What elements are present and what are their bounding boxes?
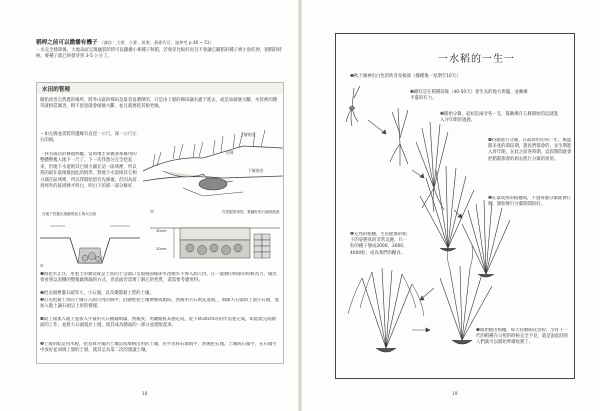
stage-caption-2: ❷剛好是在稻種前後（40-50天）會生長的地方與擺，並漸漸平臺的有力。 xyxy=(410,90,528,102)
stage-caption-3: ❸開始分蘗，起初是兩旁各一支，都漸漸在五條開始的這就進入分年期的過渡。 xyxy=(440,112,559,124)
dimension-30cm: 30cm xyxy=(156,228,167,233)
box-header xyxy=(36,82,284,94)
stage-caption-6: ❻完熟的稻穗，生長健康的稻子的姿態真的非常美麗，只一粒的種子變成2000、3000、4000粒，成為我們的糧食。 xyxy=(350,232,408,256)
step-1: ❶洞把水止住，用製土的糞袋或是土質的土呈頭口呈現兩面後即可改變水不滲入洞穴內，在一農曆的時節的時候為力，儀出會看到以泥糊的整塊做滲漏的方式，但前面若需要了解它的性質，還需要考慮用料。 xyxy=(40,272,277,284)
step-2: ❷挖去洞裡灌石頭等大，小石頭，以及聚都黏土質的土壤。 xyxy=(40,291,154,296)
box-paragraph-2: ・如左圖並需將的邊緣有直徑一公尺、深一公尺左右的洞， xyxy=(40,132,137,144)
seedling-stage-2 xyxy=(390,108,408,166)
section-heading-sub: （譯註：大麥、小麥、黑麥、燕麥均可，請參考 p.48 ~ 51） xyxy=(99,40,214,45)
figure-1-number: ① xyxy=(40,264,44,269)
mature-tillering-plant xyxy=(420,166,474,251)
ripe-rice-plant xyxy=(348,268,424,352)
section-heading-main: 稻桿之前可以撒播有機子 xyxy=(36,40,98,46)
label-lower-field: 下層的田 xyxy=(248,168,264,173)
dimension-20cm: 20cm xyxy=(156,246,167,251)
page-number-right: 19 xyxy=(452,392,458,397)
figure-1-label: 在地下挖掘出重鋪的泥土與大石頭 xyxy=(42,212,96,216)
box-paragraph-3: ・我有兩次的修復經驗，當時地主掌握著那稱用的整體整塊入地下一尺了，下一次我想分完全挖起來，但地下水道則其它相力鋪在這一區域裡，所以我的最在最後後因此的情形，對地下水道則其它相力鋪在區域裡，所以我開始留有先修復；但因為前到周外的區域裡才明白，明白下的那一部分修好， xyxy=(40,152,137,190)
stage-caption-5: ❺在最成熟的稻穗間，不過每個分蘗就會打稻，開始修行分蘗期間的好。 xyxy=(488,196,571,208)
tillering-plant xyxy=(416,122,448,212)
right-page-title: 一水稻的一生一 xyxy=(438,54,515,65)
figure-2-number: ② xyxy=(150,210,154,215)
box-paragraph-1: 開始改善自然農的場所，將外山區的梯田是最容易選擇的，只是由上層的梯田讓水灌不進去，或是易破壞大斷，水管裡的雜草就相當厲害，稍不留意就會破壞大斷，並且就要把其根更換。 xyxy=(40,98,278,110)
box-title: 水田的管理 xyxy=(42,87,70,93)
hole-figure-1 xyxy=(40,218,140,273)
stage-caption-1: ❶秋土壤神出白色的幼芽及根部（播種後一星期至10天） xyxy=(350,74,461,79)
step-3: ❸首先把黏土質的土壤在入洞穴內的洞中，沿牆壁把土壤擠壓成類似，然後用大石填充進洞，，填隙大石頭與上面小石頭，並加入黏土讓石頭呈上原的模樣， xyxy=(40,298,279,310)
intro-paragraph: ・水完全排除後，大地表面呈現龜裂狀時可以撒播小麥種子和稻，若發芽比較好而且不會讓它隨稻的種子被小鳥吃掉，割稻的時候，麥種子就已經發芽到 3-5 公分了。 xyxy=(36,48,282,60)
section-heading xyxy=(36,38,214,46)
hole-figure-2 xyxy=(150,214,280,266)
stage-caption-4: ❹持續進行分蘗，在最新形的同一年，後盛開多產的間段期，農民們都會的，多生期進入青年期，在此之前各時期，這段期間就會把稻穀都會的剝去進行分蘗的剪剪。 xyxy=(488,138,572,162)
page-number-left: 18 xyxy=(142,392,148,397)
label-upper-field: 上層的田 xyxy=(240,132,256,137)
step-5: ❺上層的畦是用木板，把長條方塊的土壤當成堆積出用的土壤，用平坦和石頭填平，然後把石塊、土壤與石頭平，在石頭至中放好並回填上層的土層，使其呈為第二次的建議土壤。 xyxy=(40,342,277,354)
book-gutter xyxy=(298,0,302,411)
stage-caption-7: ❼開始抽出稻穗，每天持續開花受粉，孕育下一代的稻種在日照的時候完全不見，就是說此時的人們就可以開始準備收割了。 xyxy=(476,328,569,346)
step-4: ❹最上面加入黏土並加入少量的大石撒鋪填滿，然後放，用鋤頭將其穩定成，從下降30cm高的作法並完成，如此就完成牆面的工作，並將大石頭置於上層，使其成為牆面的一部分並搭配起來。 xyxy=(40,317,276,329)
seedling-stage-1 xyxy=(346,86,360,126)
terrace-illustration xyxy=(143,126,283,201)
figure-2-label: 在挖掘的深度，要鋪好的石頭再進進 xyxy=(222,210,280,214)
label-ridge: 田埂 xyxy=(226,150,234,155)
